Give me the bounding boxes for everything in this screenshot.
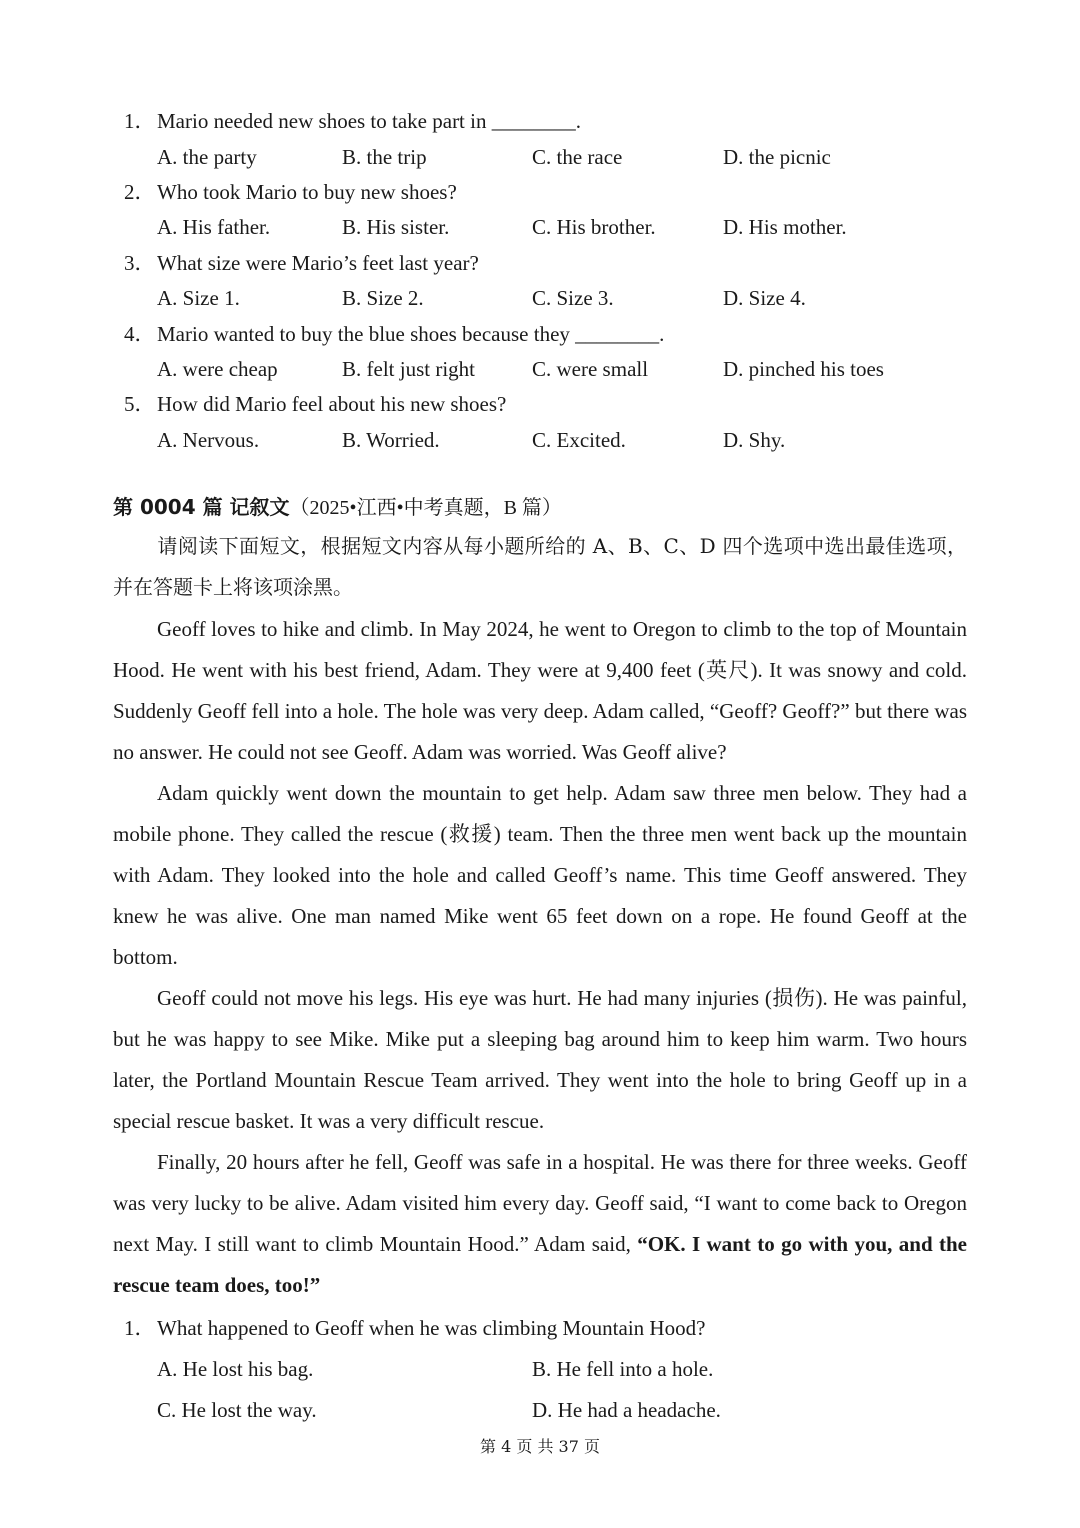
question-2: 2．Who took Mario to buy new shoes?: [124, 180, 457, 204]
passage-paragraph-1: Geoff loves to hike and climb. In May 2024, he went to Oregon to climb to the top of Mountain Hood. He went with his best friend, Adam. They were at 9,400 feet (英尺). It was snowy and cold. Suddenly Geoff fell into a hole. The hole was very deep. Adam called, “Geoff? Geoff?” but there was no answer. He could not see Geoff. Adam was worried. Was Geoff alive?: [113, 617, 967, 764]
instruction-paragraph: 请阅读下面短文，根据短文内容从每小题所给的 A、B、C、D 四个选项中选出最佳选项，并在答题卡上将该项涂黑。: [113, 534, 967, 599]
option-a[interactable]: A. Size 1.: [157, 286, 240, 310]
option-d[interactable]: D. the picnic: [723, 145, 831, 169]
question-1: 1．Mario needed new shoes to take part in ________.: [124, 109, 581, 133]
option-b[interactable]: B. Size 2.: [342, 286, 424, 310]
passage-paragraph-3: Geoff could not move his legs. His eye was hurt. He had many injuries (损伤). He was painful, but he was happy to see Mike. Mike put a sleeping bag around him to keep him warm. Two hours later, the Portland Mountain Rescue Team arrived. They went into the hole to bring Geoff up in a special rescue basket. It was a very difficult rescue.: [113, 986, 967, 1133]
option-b[interactable]: B. He fell into a hole.: [532, 1357, 714, 1381]
option-c[interactable]: C. the race: [532, 145, 623, 169]
option-c[interactable]: C. Size 3.: [532, 286, 614, 310]
option-d[interactable]: D. His mother.: [723, 215, 847, 239]
section-source: （2025•江西•中考真题，B 篇）: [289, 497, 562, 519]
question-text: Mario needed new shoes to take part in ________.: [157, 109, 581, 133]
question-3: 3．What size were Mario’s feet last year?: [124, 251, 479, 275]
question-text: What happened to Geoff when he was climbing Mountain Hood?: [157, 1316, 706, 1340]
question-b-1: 1．What happened to Geoff when he was climbing Mountain Hood?: [124, 1316, 706, 1340]
option-d[interactable]: D. pinched his toes: [723, 357, 884, 381]
page-footer: 第 4 页 共 37 页: [480, 1437, 600, 1456]
section-title: 第 0004 篇 记叙文（2025•江西•中考真题，B 篇）: [113, 495, 562, 519]
question-text: Who took Mario to buy new shoes?: [157, 180, 457, 204]
option-a[interactable]: A. His father.: [157, 215, 271, 239]
option-a[interactable]: A. Nervous.: [157, 428, 260, 452]
option-c[interactable]: C. His brother.: [532, 215, 656, 239]
question-text: How did Mario feel about his new shoes?: [157, 392, 507, 416]
option-a[interactable]: A. He lost his bag.: [157, 1357, 314, 1381]
option-d[interactable]: D. Shy.: [723, 428, 786, 452]
option-d[interactable]: D. Size 4.: [723, 286, 806, 310]
option-d[interactable]: D. He had a headache.: [532, 1398, 721, 1422]
option-a[interactable]: A. were cheap: [157, 357, 278, 381]
option-a[interactable]: A. the party: [157, 145, 257, 169]
option-b[interactable]: B. His sister.: [342, 215, 450, 239]
question-text: Mario wanted to buy the blue shoes because they ________.: [157, 322, 665, 346]
bold-quote: “OK. I want to go with you, and the rescue team does, too!”: [113, 1232, 967, 1297]
option-b[interactable]: B. the trip: [342, 145, 427, 169]
question-4: 4．Mario wanted to buy the blue shoes because they ________.: [124, 322, 665, 346]
option-c[interactable]: C. Excited.: [532, 428, 626, 452]
passage-paragraph-2: Adam quickly went down the mountain to get help. Adam saw three men below. They had a mobile phone. They called the rescue (救援) team. Then the three men went back up the mountain with Adam. They looked into the hole and called Geoff’s name. This time Geoff answered. They knew he was alive. One man named Mike went 65 feet down on a rope. He found Geoff at the bottom.: [113, 781, 967, 969]
option-b[interactable]: B. felt just right: [342, 357, 475, 381]
question-text: What size were Mario’s feet last year?: [157, 251, 479, 275]
option-c[interactable]: C. were small: [532, 357, 649, 381]
option-c[interactable]: C. He lost the way.: [157, 1398, 317, 1422]
question-5: 5．How did Mario feel about his new shoes?: [124, 392, 507, 416]
passage-paragraph-4: Finally, 20 hours after he fell, Geoff was safe in a hospital. He was there for three weeks. Geoff was very lucky to be alive. Adam visited him every day. Geoff said, “I want to come back to Oregon next May. I still want to climb Mountain Hood.” Adam said, “OK. I want to go with you, and the rescue team does, too!”: [113, 1150, 967, 1297]
option-b[interactable]: B. Worried.: [342, 428, 440, 452]
